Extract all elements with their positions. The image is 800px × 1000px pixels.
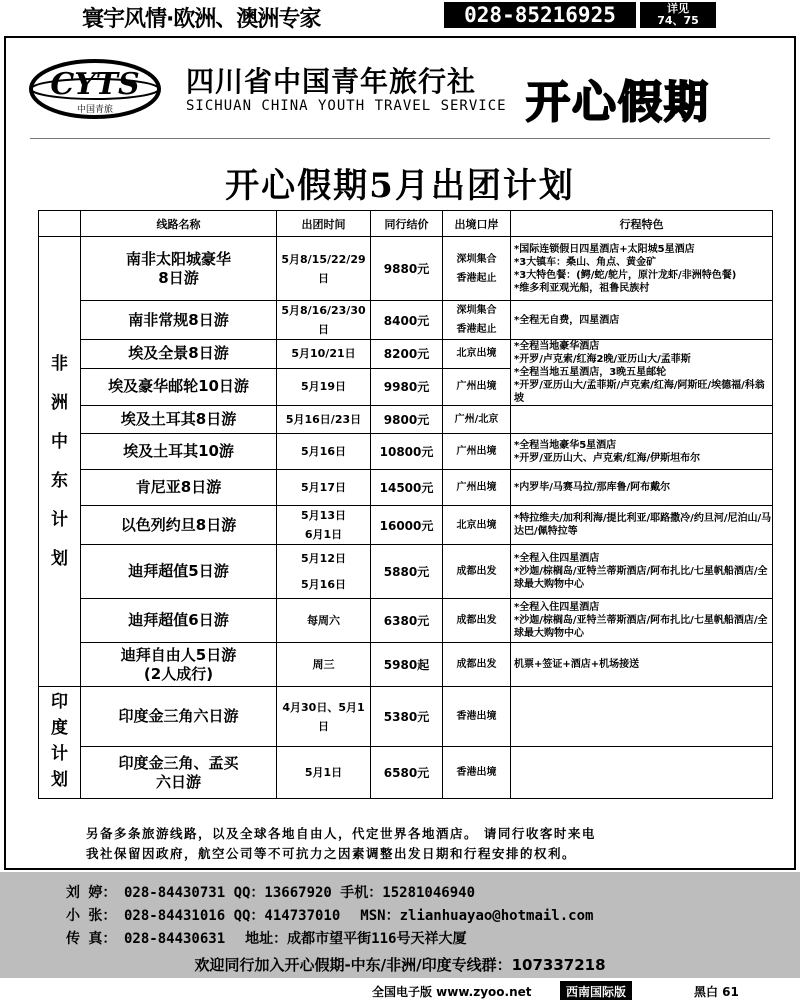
route-price: 6380元 [371,599,443,643]
header-divider [30,138,770,139]
footer-section: 西南国际版 [560,981,632,1000]
table-row [39,301,773,340]
route-name: 迪拜超值6日游 [81,599,277,643]
contact-liu [66,882,475,902]
region-label: 非洲中东计划 [51,353,68,569]
header-blank [39,211,81,237]
route-port: 广州/北京 [443,406,511,434]
table-row [39,340,773,369]
route-price: 9800元 [371,406,443,434]
route-features [511,406,773,434]
route-port: 香港出境 [443,747,511,799]
route-price: 5980起 [371,643,443,687]
logo-letters: CYTS [50,67,140,102]
see-pages: 74、75 [657,14,699,27]
note-line-2: 我社保留因政府，航空公司等不可抗力之因素调整出发日期和行程安排的权利。 [86,846,577,861]
region-label: 印度计划 [51,692,68,790]
cyts-logo-icon [26,58,164,120]
route-price: 5380元 [371,687,443,747]
table-row [39,747,773,799]
route-name: 埃及土耳其8日游 [81,406,277,434]
contact-liu-label: 刘 婷： [66,885,117,901]
banner-see-pages [640,2,716,28]
table-row [39,406,773,434]
route-price: 10800元 [371,434,443,470]
route-price: 8400元 [371,301,443,340]
itinerary-table [38,210,773,799]
route-features: *内罗毕/马赛马拉/那库鲁/阿布戴尔 [511,470,773,506]
route-dates: 5月16日 [277,434,371,470]
page-footer [0,980,800,1000]
route-name: 印度金三角六日游 [81,687,277,747]
happy-holiday-text: 开心假期 [526,77,710,128]
join-group-text: 欢迎同行加入开心假期-中东/非洲/印度专线群：107337218 [194,956,606,974]
header-dates: 出团时间 [277,211,371,237]
header-price: 同行结价 [371,211,443,237]
contact-address: 地址：成都市望平街116号天祥大厦 [245,931,467,947]
route-port: 北京出境 [443,340,511,369]
route-port: 成都出发 [443,545,511,599]
route-port: 深圳集合 香港起止 [443,301,511,340]
route-dates: 5月19日 [277,368,371,405]
route-features: *全程当地豪华5星酒店 *开罗/亚历山大、卢克索/红海/伊斯坦布尔 [511,434,773,470]
route-name: 埃及全景8日游 [81,340,277,369]
route-features: *全程无自费，四星酒店 [511,301,773,340]
route-name: 迪拜自由人5日游 (2人成行) [81,643,277,687]
banner-phone: 028-85216925 [444,2,636,28]
route-features [511,747,773,799]
contact-liu-value: 028-84430731 QQ：13667920 手机：15281046940 [124,885,476,901]
contact-zhang [66,905,593,925]
route-dates: 每周六 [277,599,371,643]
route-dates: 5月17日 [277,470,371,506]
logo-sub: 中国青旅 [76,105,114,115]
contact-fax [66,928,466,948]
route-port: 深圳集合 香港起止 [443,237,511,301]
route-dates: 5月12日 5月16日 [277,545,371,599]
route-dates: 5月13日 6月1日 [277,506,371,545]
table-row [39,237,773,301]
table-row [39,506,773,545]
route-features: *全程当地豪华酒店 *开罗/卢克索/红海2晚/亚历山大/孟菲斯 *全程当地五星酒店，3晚五星邮轮 *开罗/亚历山大/孟菲斯/卢克索/红海/阿斯旺/埃德福/科翁坡 [511,340,773,406]
route-name: 埃及豪华邮轮10日游 [81,368,277,405]
route-name: 迪拜超值5日游 [81,545,277,599]
contact-band [0,872,800,978]
route-port: 香港出境 [443,687,511,747]
contact-zhang-value: 028-84431016 QQ：414737010 [124,908,341,924]
contact-msn: MSN：zlianhuayao@hotmail.com [360,908,594,924]
route-name: 印度金三角、孟买 六日游 [81,747,277,799]
header-port: 出境口岸 [443,211,511,237]
route-dates: 5月1日 [277,747,371,799]
table-row [39,470,773,506]
route-name: 肯尼亚8日游 [81,470,277,506]
route-port: 广州出境 [443,470,511,506]
table-row [39,545,773,599]
region-africa-mideast [39,237,81,687]
route-name: 以色列约旦8日游 [81,506,277,545]
footer-page: 黑白 61 [694,985,739,999]
see-label: 详见 [667,2,689,15]
table-row [39,643,773,687]
route-price: 16000元 [371,506,443,545]
route-features: *全程入住四星酒店 *沙迦/棕榈岛/亚特兰蒂斯酒店/阿布扎比/七星帆船酒店/全球最大购物中心 [511,545,773,599]
route-price: 6580元 [371,747,443,799]
header-route: 线路名称 [81,211,277,237]
contact-fax-label: 传 真： [66,931,117,947]
route-name: 南非常规8日游 [81,301,277,340]
table-row [39,687,773,747]
route-features: *全程入住四星酒店 *沙迦/棕榈岛/亚特兰蒂斯酒店/阿布扎比/七星帆船酒店/全球最大购物中心 [511,599,773,643]
route-port: 广州出境 [443,434,511,470]
route-port: 成都出发 [443,643,511,687]
route-price: 14500元 [371,470,443,506]
banner-brand: 寰宇风情·欧洲、澳洲专家 [82,7,321,32]
top-banner [0,0,800,32]
route-price: 9980元 [371,368,443,405]
route-dates: 5月8/15/22/29 日 [277,237,371,301]
route-port: 北京出境 [443,506,511,545]
header-features: 行程特色 [511,211,773,237]
route-port: 广州出境 [443,368,511,405]
table-row [39,599,773,643]
note-line-1: 另备多条旅游线路，以及全球各地自由人，代定世界各地酒店。 请同行收客时来电 [86,826,596,841]
company-name-cn: 四川省中国青年旅行社 [186,65,477,98]
route-port: 成都出发 [443,599,511,643]
route-price: 8200元 [371,340,443,369]
route-dates: 5月8/16/23/30 日 [277,301,371,340]
route-dates: 周三 [277,643,371,687]
route-dates: 5月10/21日 [277,340,371,369]
contact-zhang-label: 小 张： [66,908,117,924]
route-features: *特拉维夫/加利利海/提比利亚/耶路撒冷/约旦河/尼泊山/马达巴/佩特拉等 [511,506,773,545]
table-row [39,434,773,470]
region-india [39,687,81,799]
route-features [511,687,773,747]
route-dates: 5月16日/23日 [277,406,371,434]
table-header-row [39,211,773,237]
route-name: 南非太阳城豪华 8日游 [81,237,277,301]
route-price: 9880元 [371,237,443,301]
contact-fax-value: 028-84430631 [124,931,226,947]
route-dates: 4月30日、5月1 日 [277,687,371,747]
route-features: *国际连锁假日四星酒店+太阳城5星酒店 *3大镇车：桑山、角点、黄金矿 *3大特色餐：(鳄/蛇/鸵片，原汁龙虾/非洲特色餐) *维多利亚观光船，祖鲁民族村 [511,237,773,301]
page-title: 开心假期5月出团计划 [225,166,575,206]
company-name-en: SICHUAN CHINA YOUTH TRAVEL SERVICE [186,98,507,114]
route-features: 机票+签证+酒店+机场接送 [511,643,773,687]
happy-holiday-logo [520,58,790,128]
footer-edition: 全国电子版 www.zyoo.net [372,985,532,999]
route-price: 5880元 [371,545,443,599]
booking-note [86,824,766,864]
route-name: 埃及土耳其10游 [81,434,277,470]
